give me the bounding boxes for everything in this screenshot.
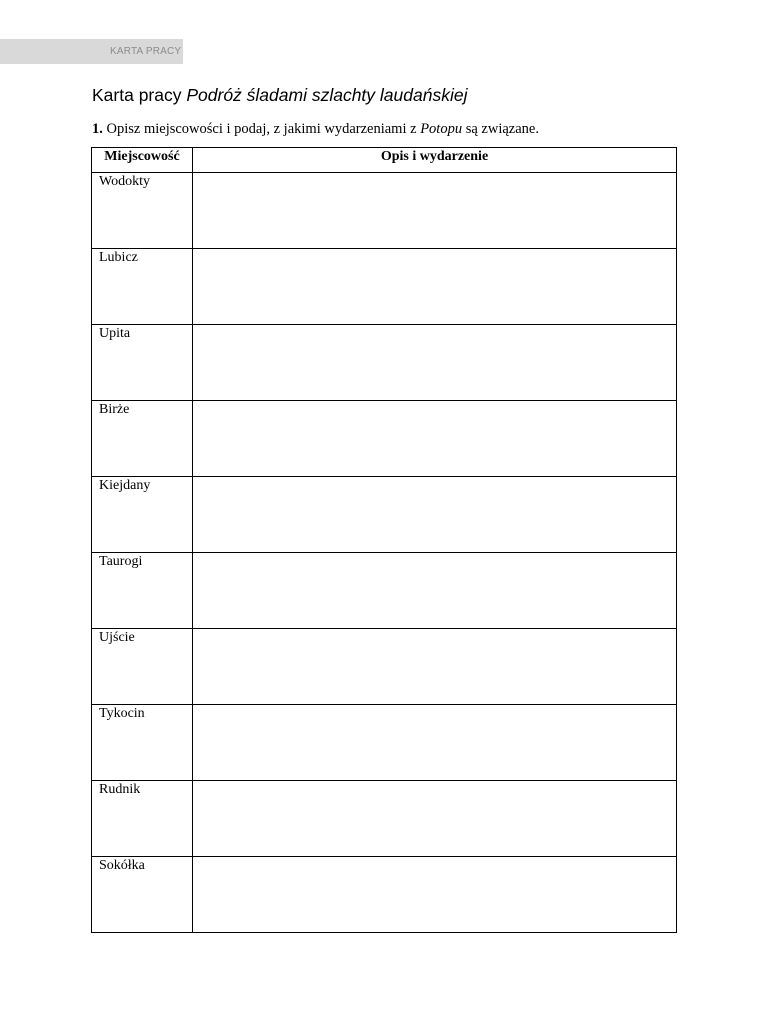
table-row <box>92 857 677 933</box>
place-name-cell: Lubicz <box>92 249 193 325</box>
description-answer-cell[interactable] <box>193 325 677 401</box>
table-header-row <box>92 148 677 173</box>
title-prefix: Karta pracy <box>92 85 187 105</box>
place-name-cell: Wodokty <box>92 173 193 249</box>
column-header-description: Opis i wydarzenie <box>193 148 677 173</box>
description-answer-cell[interactable] <box>193 705 677 781</box>
table-row <box>92 401 677 477</box>
table-row <box>92 325 677 401</box>
page-title <box>92 85 467 106</box>
place-name-cell: Rudnik <box>92 781 193 857</box>
column-header-place: Miejscowość <box>92 148 193 173</box>
worksheet-table <box>91 147 677 933</box>
table-row <box>92 477 677 553</box>
place-name-cell: Sokółka <box>92 857 193 933</box>
place-name-cell: Birże <box>92 401 193 477</box>
description-answer-cell[interactable] <box>193 553 677 629</box>
place-name-cell: Tykocin <box>92 705 193 781</box>
table-row <box>92 781 677 857</box>
header-tab <box>0 39 183 64</box>
description-answer-cell[interactable] <box>193 249 677 325</box>
title-italic: Podróż śladami szlachty laudańskiej <box>186 85 468 105</box>
place-name-cell: Ujście <box>92 629 193 705</box>
place-name-cell: Upita <box>92 325 193 401</box>
table-row <box>92 173 677 249</box>
place-name-cell: Taurogi <box>92 553 193 629</box>
description-answer-cell[interactable] <box>193 781 677 857</box>
description-answer-cell[interactable] <box>193 629 677 705</box>
task-number: 1. <box>92 121 103 137</box>
description-answer-cell[interactable] <box>193 857 677 933</box>
description-answer-cell[interactable] <box>193 173 677 249</box>
instruction-text-after: są związane. <box>462 121 539 137</box>
instruction-italic: Potopu <box>420 121 463 137</box>
description-answer-cell[interactable] <box>193 401 677 477</box>
task-instruction <box>92 121 539 138</box>
table-row <box>92 553 677 629</box>
description-answer-cell[interactable] <box>193 477 677 553</box>
table-row <box>92 705 677 781</box>
instruction-text-before: Opisz miejscowości i podaj, z jakimi wydarzeniami z <box>102 121 421 137</box>
header-tab-label: KARTA PRACY <box>110 46 182 57</box>
table-row <box>92 629 677 705</box>
place-name-cell: Kiejdany <box>92 477 193 553</box>
table-row <box>92 249 677 325</box>
